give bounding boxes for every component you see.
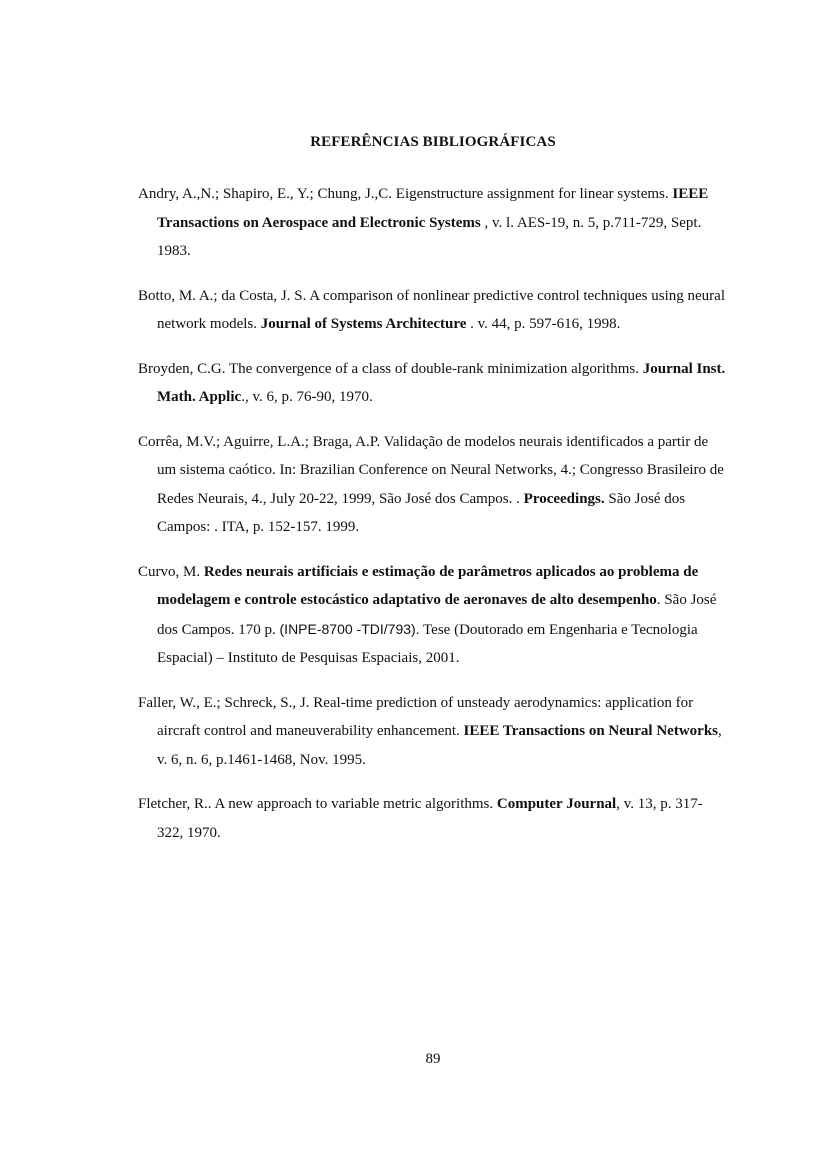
reference-item bbox=[138, 558, 728, 673]
reference-details-continued: Tese (Doutorado em Engenharia e Tecnologia Espacial) – Instituto de Pesquisas Espaciais, 2001. bbox=[157, 621, 698, 666]
reference-source: Journal Inst. Math. Applic bbox=[157, 360, 726, 405]
reference-details: , v. 13, p. 317-322, 1970. bbox=[157, 796, 703, 841]
reference-text: Fletcher, R.. A new approach to variable metric algorithms. bbox=[138, 796, 497, 812]
reference-text: Curvo, M. bbox=[138, 563, 204, 580]
reference-item bbox=[138, 282, 728, 339]
page-number: 89 bbox=[425, 1051, 441, 1067]
page-title: REFERÊNCIAS BIBLIOGRÁFICAS bbox=[310, 134, 556, 150]
reference-details: . São José dos Campos. 170 p. bbox=[157, 592, 717, 638]
report-number: (INPE-8700 -TDI/793). bbox=[279, 620, 420, 637]
reference-source: Journal of Systems Architecture bbox=[260, 316, 467, 332]
reference-source: Computer Journal bbox=[496, 796, 617, 812]
reference-item bbox=[138, 689, 728, 775]
reference-text: Andry, A.,N.; Shapiro, E., Y.; Chung, J.,C. Eigenstructure assignment for linear systems. bbox=[138, 186, 673, 202]
reference-source: IEEE Transactions on Aerospace and Electronic Systems bbox=[157, 186, 709, 231]
reference-item bbox=[138, 355, 728, 412]
reference-source: Proceedings. bbox=[523, 490, 605, 507]
reference-text: Botto, M. A.; da Costa, J. S. A comparison of nonlinear predictive control techniques using neural network models. bbox=[138, 287, 725, 332]
reference-details: , v. 6, n. 6, p.1461-1468, Nov. 1995. bbox=[157, 723, 722, 768]
reference-item bbox=[138, 180, 728, 266]
reference-text: Broyden, C.G. The convergence of a class of double-rank minimization algorithms. bbox=[138, 360, 643, 377]
reference-details: . v. 44, p. 597-616, 1998. bbox=[466, 316, 621, 332]
reference-list bbox=[138, 180, 728, 863]
reference-item bbox=[138, 428, 728, 542]
reference-details: ., v. 6, p. 76-90, 1970. bbox=[241, 389, 373, 405]
reference-text: Faller, W., E.; Schreck, S., J. Real-time prediction of unsteady aerodynamics: application for aircraft control and maneuverability enhancement. bbox=[138, 694, 694, 739]
reference-details: São José dos Campos: . ITA, p. 152-157. 1999. bbox=[157, 490, 686, 535]
reference-text: Corrêa, M.V.; Aguirre, L.A.; Braga, A.P. Validação de modelos neurais identificados a partir de um sistema caótico. In: Brazilian Conference on Neural Networks, 4.; Congresso Brasileiro de Redes Neurais, 4., July 20-22, 1999, São José dos Campos. . bbox=[138, 433, 724, 507]
reference-source: IEEE Transactions on Neural Networks bbox=[463, 723, 718, 739]
reference-source: Redes neurais artificiais e estimação de parâmetros aplicados ao problema de modelagem e controle estocástico adaptativo de aeronaves de alto desempenho bbox=[157, 563, 699, 608]
reference-item bbox=[138, 790, 728, 847]
reference-details: , v. l. AES-19, n. 5, p.711-729, Sept. 1983. bbox=[157, 214, 702, 259]
